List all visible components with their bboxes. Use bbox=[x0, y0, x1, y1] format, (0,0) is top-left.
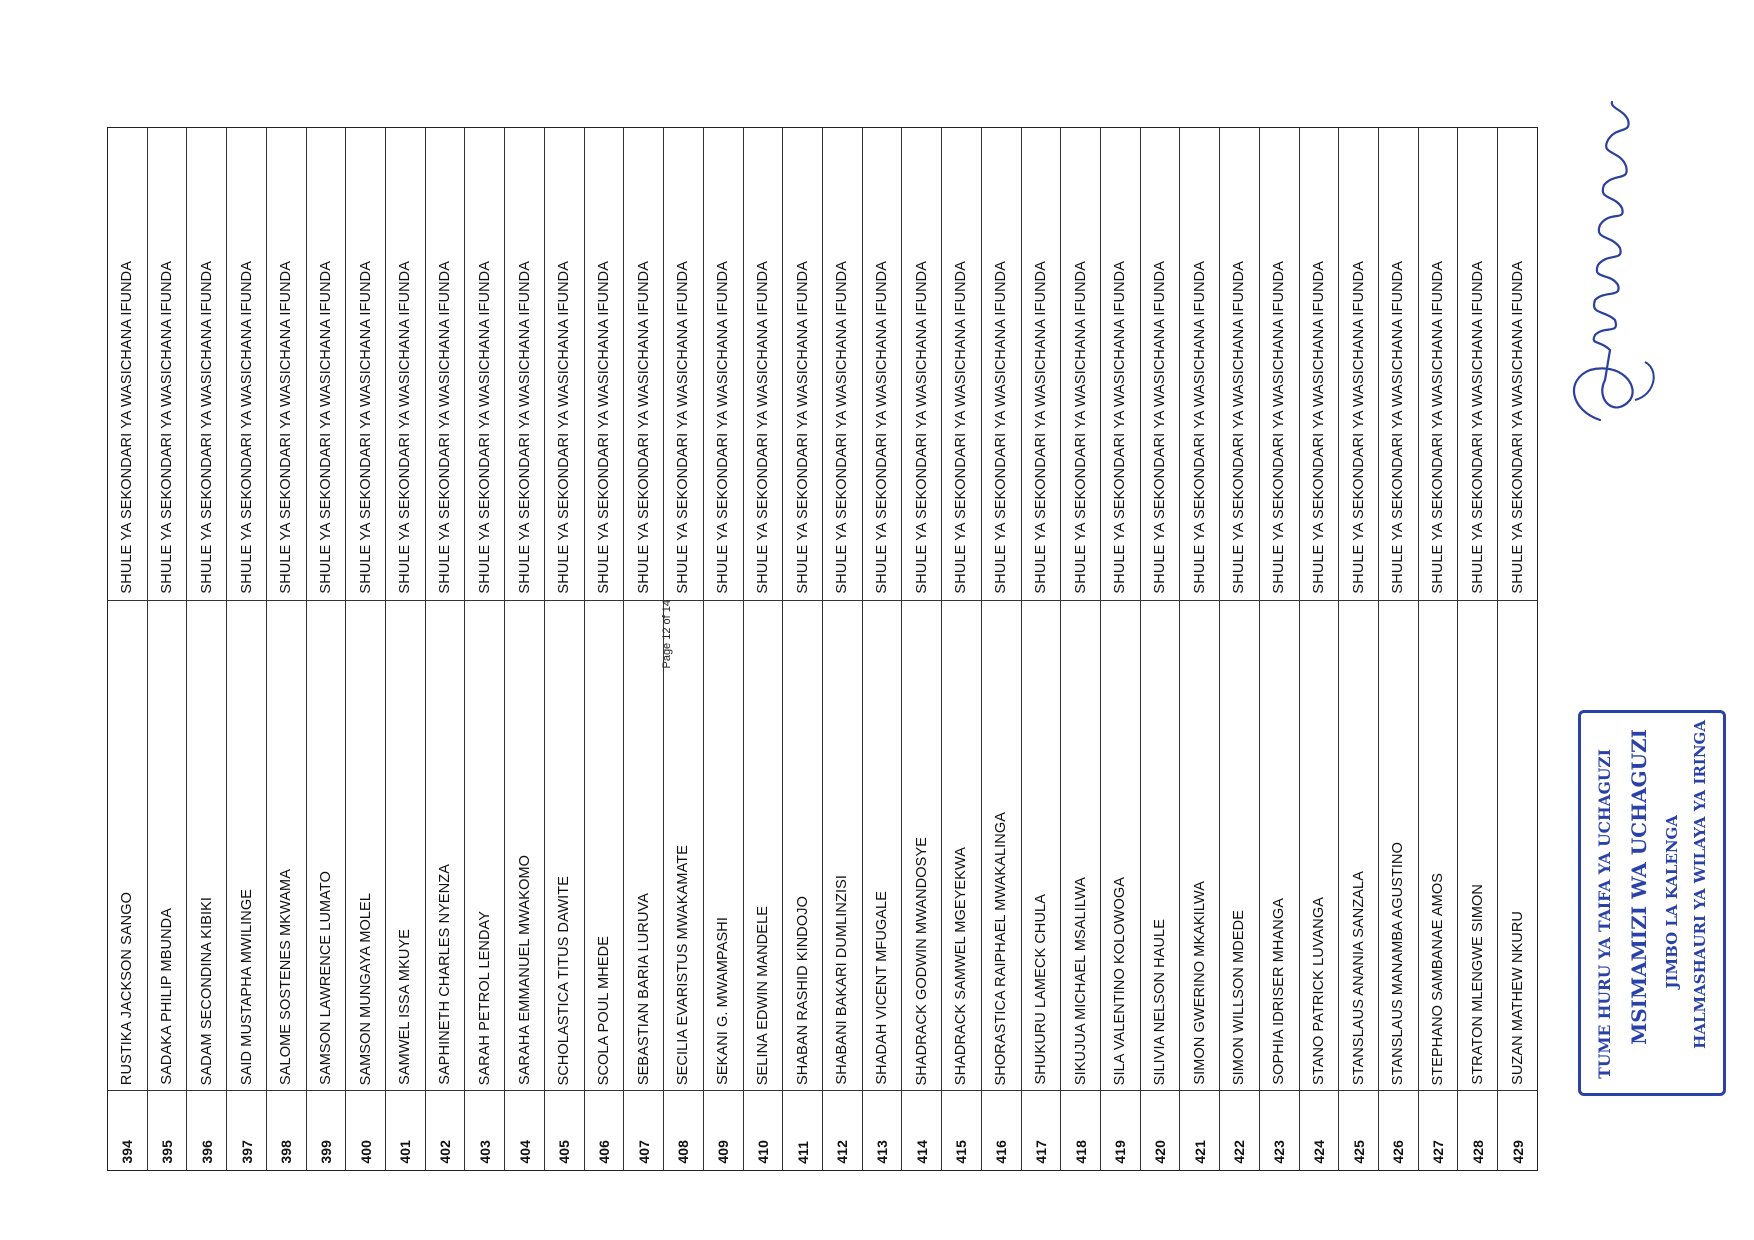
row-number: 406 bbox=[595, 1140, 612, 1164]
school-name: SHULE YA SEKONDARI YA WASICHANA IFUNDA bbox=[1152, 261, 1169, 594]
person-name: SIMON GWERINO MKAKILWA bbox=[1191, 881, 1208, 1085]
number-cell bbox=[1339, 1090, 1378, 1170]
school-cell bbox=[1260, 128, 1299, 600]
person-name: SECILIA EVARISTUS MWAKAMATE bbox=[675, 844, 692, 1085]
stamp-line-2: MSIMAMIZI WA UCHAGUZI bbox=[1627, 729, 1651, 1045]
row-number: 410 bbox=[754, 1140, 771, 1164]
row-number: 413 bbox=[874, 1140, 891, 1164]
row-number: 408 bbox=[675, 1140, 692, 1164]
name-cell bbox=[1458, 600, 1497, 1091]
row-number: 428 bbox=[1469, 1140, 1486, 1164]
table-row bbox=[1101, 128, 1141, 1170]
signature-flourish bbox=[1635, 362, 1654, 400]
row-number: 409 bbox=[715, 1140, 732, 1164]
number-cell bbox=[267, 1090, 306, 1170]
number-cell bbox=[1220, 1090, 1259, 1170]
person-name: SIMON WILLSON MDEDE bbox=[1231, 909, 1248, 1085]
name-cell bbox=[783, 600, 822, 1091]
school-cell bbox=[982, 128, 1021, 600]
number-cell bbox=[704, 1090, 743, 1170]
school-cell bbox=[505, 128, 544, 600]
person-name: SCHOLASTICA TITUS DAWITE bbox=[556, 875, 573, 1085]
table-row bbox=[465, 128, 505, 1170]
person-name: SAID MUSTAPHA MWILINGE bbox=[238, 888, 255, 1085]
person-name: SAMSON MUNGAYA MOLEL bbox=[357, 892, 374, 1085]
row-number: 416 bbox=[993, 1140, 1010, 1164]
school-cell bbox=[386, 128, 425, 600]
school-name: SHULE YA SEKONDARI YA WASICHANA IFUNDA bbox=[278, 261, 295, 594]
table-row bbox=[426, 128, 466, 1170]
row-number: 423 bbox=[1271, 1140, 1288, 1164]
school-cell bbox=[624, 128, 663, 600]
table-row bbox=[624, 128, 664, 1170]
school-cell bbox=[545, 128, 584, 600]
table-row bbox=[505, 128, 545, 1170]
table-row bbox=[1379, 128, 1419, 1170]
person-name: STANSLAUS MANAMBA AGUSTINO bbox=[1390, 841, 1407, 1085]
person-name: SIKUJUA MICHAEL MSALILWA bbox=[1072, 876, 1089, 1085]
number-cell bbox=[545, 1090, 584, 1170]
row-number: 412 bbox=[834, 1140, 851, 1164]
person-name: SARAH PETROL LENDAY bbox=[476, 910, 493, 1085]
school-name: SHULE YA SEKONDARI YA WASICHANA IFUNDA bbox=[1509, 261, 1526, 594]
school-cell bbox=[664, 128, 703, 600]
person-name: STEPHANO SAMBANAE AMOS bbox=[1430, 872, 1447, 1085]
table-row bbox=[704, 128, 744, 1170]
number-cell bbox=[1300, 1090, 1339, 1170]
school-name: SHULE YA SEKONDARI YA WASICHANA IFUNDA bbox=[357, 261, 374, 594]
row-number: 424 bbox=[1310, 1140, 1327, 1164]
row-number: 415 bbox=[953, 1140, 970, 1164]
school-name: SHULE YA SEKONDARI YA WASICHANA IFUNDA bbox=[953, 261, 970, 594]
school-cell bbox=[823, 128, 862, 600]
table-row bbox=[1061, 128, 1101, 1170]
name-cell bbox=[982, 600, 1021, 1091]
name-cell bbox=[1339, 600, 1378, 1091]
row-number: 399 bbox=[317, 1140, 334, 1164]
table-row bbox=[1339, 128, 1379, 1170]
row-number: 402 bbox=[437, 1140, 454, 1164]
school-name: SHULE YA SEKONDARI YA WASICHANA IFUNDA bbox=[437, 261, 454, 594]
school-cell bbox=[744, 128, 783, 600]
number-cell bbox=[346, 1090, 385, 1170]
school-cell bbox=[902, 128, 941, 600]
row-number: 411 bbox=[794, 1141, 811, 1164]
school-name: SHULE YA SEKONDARI YA WASICHANA IFUNDA bbox=[1231, 261, 1248, 594]
table-row bbox=[823, 128, 863, 1170]
person-name: SAMWEL ISSA MKUYE bbox=[397, 929, 414, 1085]
school-cell bbox=[1061, 128, 1100, 600]
school-name: SHULE YA SEKONDARI YA WASICHANA IFUNDA bbox=[198, 261, 215, 594]
table-row bbox=[386, 128, 426, 1170]
stamp-line-1: TUME HURU YA TAIFA YA UCHAGUZI bbox=[1595, 749, 1614, 1079]
name-cell bbox=[1061, 600, 1100, 1091]
row-number: 420 bbox=[1152, 1140, 1169, 1164]
school-name: SHULE YA SEKONDARI YA WASICHANA IFUNDA bbox=[397, 261, 414, 594]
school-name: SHULE YA SEKONDARI YA WASICHANA IFUNDA bbox=[1350, 261, 1367, 594]
school-cell bbox=[346, 128, 385, 600]
person-name: STRATON MLENGWE SIMON bbox=[1469, 884, 1486, 1085]
name-cell bbox=[1180, 600, 1219, 1091]
school-cell bbox=[1419, 128, 1458, 600]
row-number: 396 bbox=[198, 1140, 215, 1164]
person-name: SHORASTICA RAIPHAEL MWAKALINGA bbox=[993, 811, 1010, 1085]
number-cell bbox=[108, 1090, 147, 1170]
handwritten-signature bbox=[1560, 100, 1670, 430]
school-cell bbox=[1101, 128, 1140, 600]
table-row bbox=[744, 128, 784, 1170]
number-cell bbox=[426, 1090, 465, 1170]
table-row bbox=[148, 128, 188, 1170]
school-name: SHULE YA SEKONDARI YA WASICHANA IFUNDA bbox=[1072, 261, 1089, 594]
row-number: 394 bbox=[119, 1140, 136, 1164]
school-cell bbox=[1300, 128, 1339, 600]
person-name: SUZAN MATHEW NKURU bbox=[1509, 911, 1526, 1085]
school-name: SHULE YA SEKONDARI YA WASICHANA IFUNDA bbox=[993, 261, 1010, 594]
school-cell bbox=[783, 128, 822, 600]
school-cell bbox=[1180, 128, 1219, 600]
table-row bbox=[1419, 128, 1459, 1170]
number-cell bbox=[1061, 1090, 1100, 1170]
table-row bbox=[982, 128, 1022, 1170]
row-number: 425 bbox=[1350, 1140, 1367, 1164]
number-cell bbox=[863, 1090, 902, 1170]
school-name: SHULE YA SEKONDARI YA WASICHANA IFUNDA bbox=[913, 261, 930, 594]
school-cell bbox=[942, 128, 981, 600]
school-cell bbox=[1458, 128, 1497, 600]
school-name: SHULE YA SEKONDARI YA WASICHANA IFUNDA bbox=[556, 261, 573, 594]
table-row bbox=[108, 128, 148, 1170]
school-cell bbox=[1220, 128, 1259, 600]
school-cell bbox=[1498, 128, 1537, 600]
school-cell bbox=[585, 128, 624, 600]
school-name: SHULE YA SEKONDARI YA WASICHANA IFUNDA bbox=[238, 261, 255, 594]
school-cell bbox=[148, 128, 187, 600]
school-name: SHULE YA SEKONDARI YA WASICHANA IFUNDA bbox=[1032, 261, 1049, 594]
number-cell bbox=[823, 1090, 862, 1170]
official-stamp bbox=[1578, 710, 1726, 1096]
school-name: SHULE YA SEKONDARI YA WASICHANA IFUNDA bbox=[715, 261, 732, 594]
signature-stroke bbox=[1574, 102, 1633, 420]
stamp-line-3: JIMBO LA KALENGA bbox=[1663, 815, 1681, 989]
person-name: SHUKURU LAMECK CHULA bbox=[1032, 894, 1049, 1085]
school-cell bbox=[227, 128, 266, 600]
row-number: 419 bbox=[1112, 1140, 1129, 1164]
voter-list-table bbox=[107, 127, 1538, 1171]
number-cell bbox=[585, 1090, 624, 1170]
person-name: RUSTIKA JACKSON SANGO bbox=[119, 891, 136, 1085]
number-cell bbox=[902, 1090, 941, 1170]
person-name: SOPHIA IDRISER MHANGA bbox=[1271, 898, 1288, 1085]
school-cell bbox=[1379, 128, 1418, 600]
name-cell bbox=[704, 600, 743, 1091]
name-cell bbox=[744, 600, 783, 1091]
name-cell bbox=[227, 600, 266, 1091]
table-row bbox=[267, 128, 307, 1170]
row-number: 429 bbox=[1509, 1140, 1526, 1164]
school-name: SHULE YA SEKONDARI YA WASICHANA IFUNDA bbox=[159, 261, 176, 594]
name-cell bbox=[426, 600, 465, 1091]
table-row bbox=[307, 128, 347, 1170]
table-row bbox=[783, 128, 823, 1170]
person-name: SADAKA PHILIP MBUNDA bbox=[159, 908, 176, 1085]
number-cell bbox=[148, 1090, 187, 1170]
school-cell bbox=[187, 128, 226, 600]
school-cell bbox=[465, 128, 504, 600]
person-name: STANO PATRICK LUVANGA bbox=[1310, 897, 1327, 1085]
name-cell bbox=[148, 600, 187, 1091]
row-number: 401 bbox=[397, 1140, 414, 1164]
row-number: 397 bbox=[238, 1140, 255, 1164]
table-row bbox=[1180, 128, 1220, 1170]
number-cell bbox=[744, 1090, 783, 1170]
school-name: SHULE YA SEKONDARI YA WASICHANA IFUNDA bbox=[1310, 261, 1327, 594]
school-cell bbox=[267, 128, 306, 600]
name-cell bbox=[1260, 600, 1299, 1091]
name-cell bbox=[386, 600, 425, 1091]
person-name: SALOME SOSTENES MKWAMA bbox=[278, 869, 295, 1085]
name-cell bbox=[1220, 600, 1259, 1091]
number-cell bbox=[1260, 1090, 1299, 1170]
name-cell bbox=[664, 600, 703, 1091]
table-row bbox=[227, 128, 267, 1170]
name-cell bbox=[108, 600, 147, 1091]
name-cell bbox=[624, 600, 663, 1091]
person-name: SHABAN RASHID KINDOJO bbox=[794, 895, 811, 1085]
number-cell bbox=[1141, 1090, 1180, 1170]
school-cell bbox=[108, 128, 147, 600]
name-cell bbox=[1141, 600, 1180, 1091]
person-name: SELINA EDWIN MANDELE bbox=[754, 905, 771, 1085]
school-cell bbox=[307, 128, 346, 600]
row-number: 398 bbox=[278, 1140, 295, 1164]
table-row bbox=[346, 128, 386, 1170]
school-name: SHULE YA SEKONDARI YA WASICHANA IFUNDA bbox=[1430, 261, 1447, 594]
table-row bbox=[1260, 128, 1300, 1170]
school-name: SHULE YA SEKONDARI YA WASICHANA IFUNDA bbox=[317, 261, 334, 594]
number-cell bbox=[505, 1090, 544, 1170]
school-name: SHULE YA SEKONDARI YA WASICHANA IFUNDA bbox=[754, 261, 771, 594]
row-number: 418 bbox=[1072, 1140, 1089, 1164]
school-name: SHULE YA SEKONDARI YA WASICHANA IFUNDA bbox=[635, 261, 652, 594]
person-name: SEBASTIAN BARIA LURUVA bbox=[635, 892, 652, 1085]
row-number: 426 bbox=[1390, 1140, 1407, 1164]
table-row bbox=[1141, 128, 1181, 1170]
school-name: SHULE YA SEKONDARI YA WASICHANA IFUNDA bbox=[1271, 261, 1288, 594]
table-row bbox=[585, 128, 625, 1170]
name-cell bbox=[585, 600, 624, 1091]
school-name: SHULE YA SEKONDARI YA WASICHANA IFUNDA bbox=[1469, 261, 1486, 594]
table-row bbox=[942, 128, 982, 1170]
school-name: SHULE YA SEKONDARI YA WASICHANA IFUNDA bbox=[874, 261, 891, 594]
table-row bbox=[902, 128, 942, 1170]
number-cell bbox=[465, 1090, 504, 1170]
name-cell bbox=[1498, 600, 1537, 1091]
table-row bbox=[1300, 128, 1340, 1170]
school-name: SHULE YA SEKONDARI YA WASICHANA IFUNDA bbox=[1112, 261, 1129, 594]
name-cell bbox=[1022, 600, 1061, 1091]
school-name: SHULE YA SEKONDARI YA WASICHANA IFUNDA bbox=[794, 261, 811, 594]
row-number: 405 bbox=[556, 1140, 573, 1164]
table-row bbox=[1220, 128, 1260, 1170]
name-cell bbox=[307, 600, 346, 1091]
name-cell bbox=[942, 600, 981, 1091]
school-cell bbox=[426, 128, 465, 600]
number-cell bbox=[1379, 1090, 1418, 1170]
name-cell bbox=[1419, 600, 1458, 1091]
person-name: SAPHINETH CHARLES NYENZA bbox=[437, 864, 454, 1085]
name-cell bbox=[1101, 600, 1140, 1091]
school-name: SHULE YA SEKONDARI YA WASICHANA IFUNDA bbox=[119, 261, 136, 594]
school-name: SHULE YA SEKONDARI YA WASICHANA IFUNDA bbox=[1390, 261, 1407, 594]
number-cell bbox=[1180, 1090, 1219, 1170]
page-number: Page 12 of 14 bbox=[661, 600, 673, 669]
number-cell bbox=[1022, 1090, 1061, 1170]
number-cell bbox=[227, 1090, 266, 1170]
number-cell bbox=[624, 1090, 663, 1170]
name-cell bbox=[1379, 600, 1418, 1091]
school-name: SHULE YA SEKONDARI YA WASICHANA IFUNDA bbox=[476, 261, 493, 594]
number-cell bbox=[1419, 1090, 1458, 1170]
school-name: SHULE YA SEKONDARI YA WASICHANA IFUNDA bbox=[675, 261, 692, 594]
number-cell bbox=[942, 1090, 981, 1170]
row-number: 403 bbox=[476, 1140, 493, 1164]
name-cell bbox=[545, 600, 584, 1091]
row-number: 395 bbox=[159, 1140, 176, 1164]
number-cell bbox=[664, 1090, 703, 1170]
name-cell bbox=[187, 600, 226, 1091]
school-cell bbox=[1339, 128, 1378, 600]
row-number: 414 bbox=[913, 1140, 930, 1164]
number-cell bbox=[386, 1090, 425, 1170]
number-cell bbox=[307, 1090, 346, 1170]
person-name: SHADAH VICENT MFUGALE bbox=[874, 891, 891, 1085]
person-name: SAMSON LAWRENCE LUMATO bbox=[317, 871, 334, 1085]
row-number: 400 bbox=[357, 1140, 374, 1164]
row-number: 407 bbox=[635, 1140, 652, 1164]
school-cell bbox=[1141, 128, 1180, 600]
table-row bbox=[1022, 128, 1062, 1170]
name-cell bbox=[823, 600, 862, 1091]
stamp-line-4: HALMASHAURI YA WILAYA YA IRINGA bbox=[1691, 720, 1709, 1049]
name-cell bbox=[267, 600, 306, 1091]
table-row bbox=[187, 128, 227, 1170]
table-row bbox=[1498, 128, 1537, 1170]
number-cell bbox=[1458, 1090, 1497, 1170]
number-cell bbox=[982, 1090, 1021, 1170]
person-name: SCOLA POUL MHEDE bbox=[595, 935, 612, 1085]
number-cell bbox=[1498, 1090, 1537, 1170]
row-number: 421 bbox=[1191, 1140, 1208, 1164]
school-cell bbox=[863, 128, 902, 600]
school-cell bbox=[1022, 128, 1061, 600]
person-name: SHADRACK SAMWEL MGEYEKWA bbox=[953, 846, 970, 1085]
row-number: 404 bbox=[516, 1140, 533, 1164]
number-cell bbox=[187, 1090, 226, 1170]
name-cell bbox=[346, 600, 385, 1091]
number-cell bbox=[783, 1090, 822, 1170]
number-cell bbox=[1101, 1090, 1140, 1170]
person-name: SARAHA EMMANUEL MWAKOMO bbox=[516, 854, 533, 1085]
person-name: SILA VALENTINO KOLOWOGA bbox=[1112, 876, 1129, 1085]
name-cell bbox=[505, 600, 544, 1091]
person-name: SEKANI G. MWAMPASHI bbox=[715, 917, 732, 1085]
person-name: SADAM SECONDINA KIBIKI bbox=[198, 896, 215, 1085]
school-cell bbox=[704, 128, 743, 600]
table-row bbox=[1458, 128, 1498, 1170]
school-name: SHULE YA SEKONDARI YA WASICHANA IFUNDA bbox=[516, 261, 533, 594]
row-number: 427 bbox=[1430, 1140, 1447, 1164]
school-name: SHULE YA SEKONDARI YA WASICHANA IFUNDA bbox=[595, 261, 612, 594]
name-cell bbox=[902, 600, 941, 1091]
name-cell bbox=[465, 600, 504, 1091]
school-name: SHULE YA SEKONDARI YA WASICHANA IFUNDA bbox=[834, 261, 851, 594]
table-row bbox=[545, 128, 585, 1170]
row-number: 417 bbox=[1032, 1140, 1049, 1164]
person-name: SHADRACK GODWIN MWANDOSYE bbox=[913, 836, 930, 1085]
table-row bbox=[863, 128, 903, 1170]
person-name: SILIVIA NELSON HAULE bbox=[1152, 918, 1169, 1085]
row-number: 422 bbox=[1231, 1140, 1248, 1164]
school-name: SHULE YA SEKONDARI YA WASICHANA IFUNDA bbox=[1191, 261, 1208, 594]
person-name: STANSLAUS ANANIA SANZALA bbox=[1350, 870, 1367, 1085]
name-cell bbox=[863, 600, 902, 1091]
person-name: SHABANI BAKARI DUMLINZISI bbox=[834, 875, 851, 1085]
name-cell bbox=[1300, 600, 1339, 1091]
